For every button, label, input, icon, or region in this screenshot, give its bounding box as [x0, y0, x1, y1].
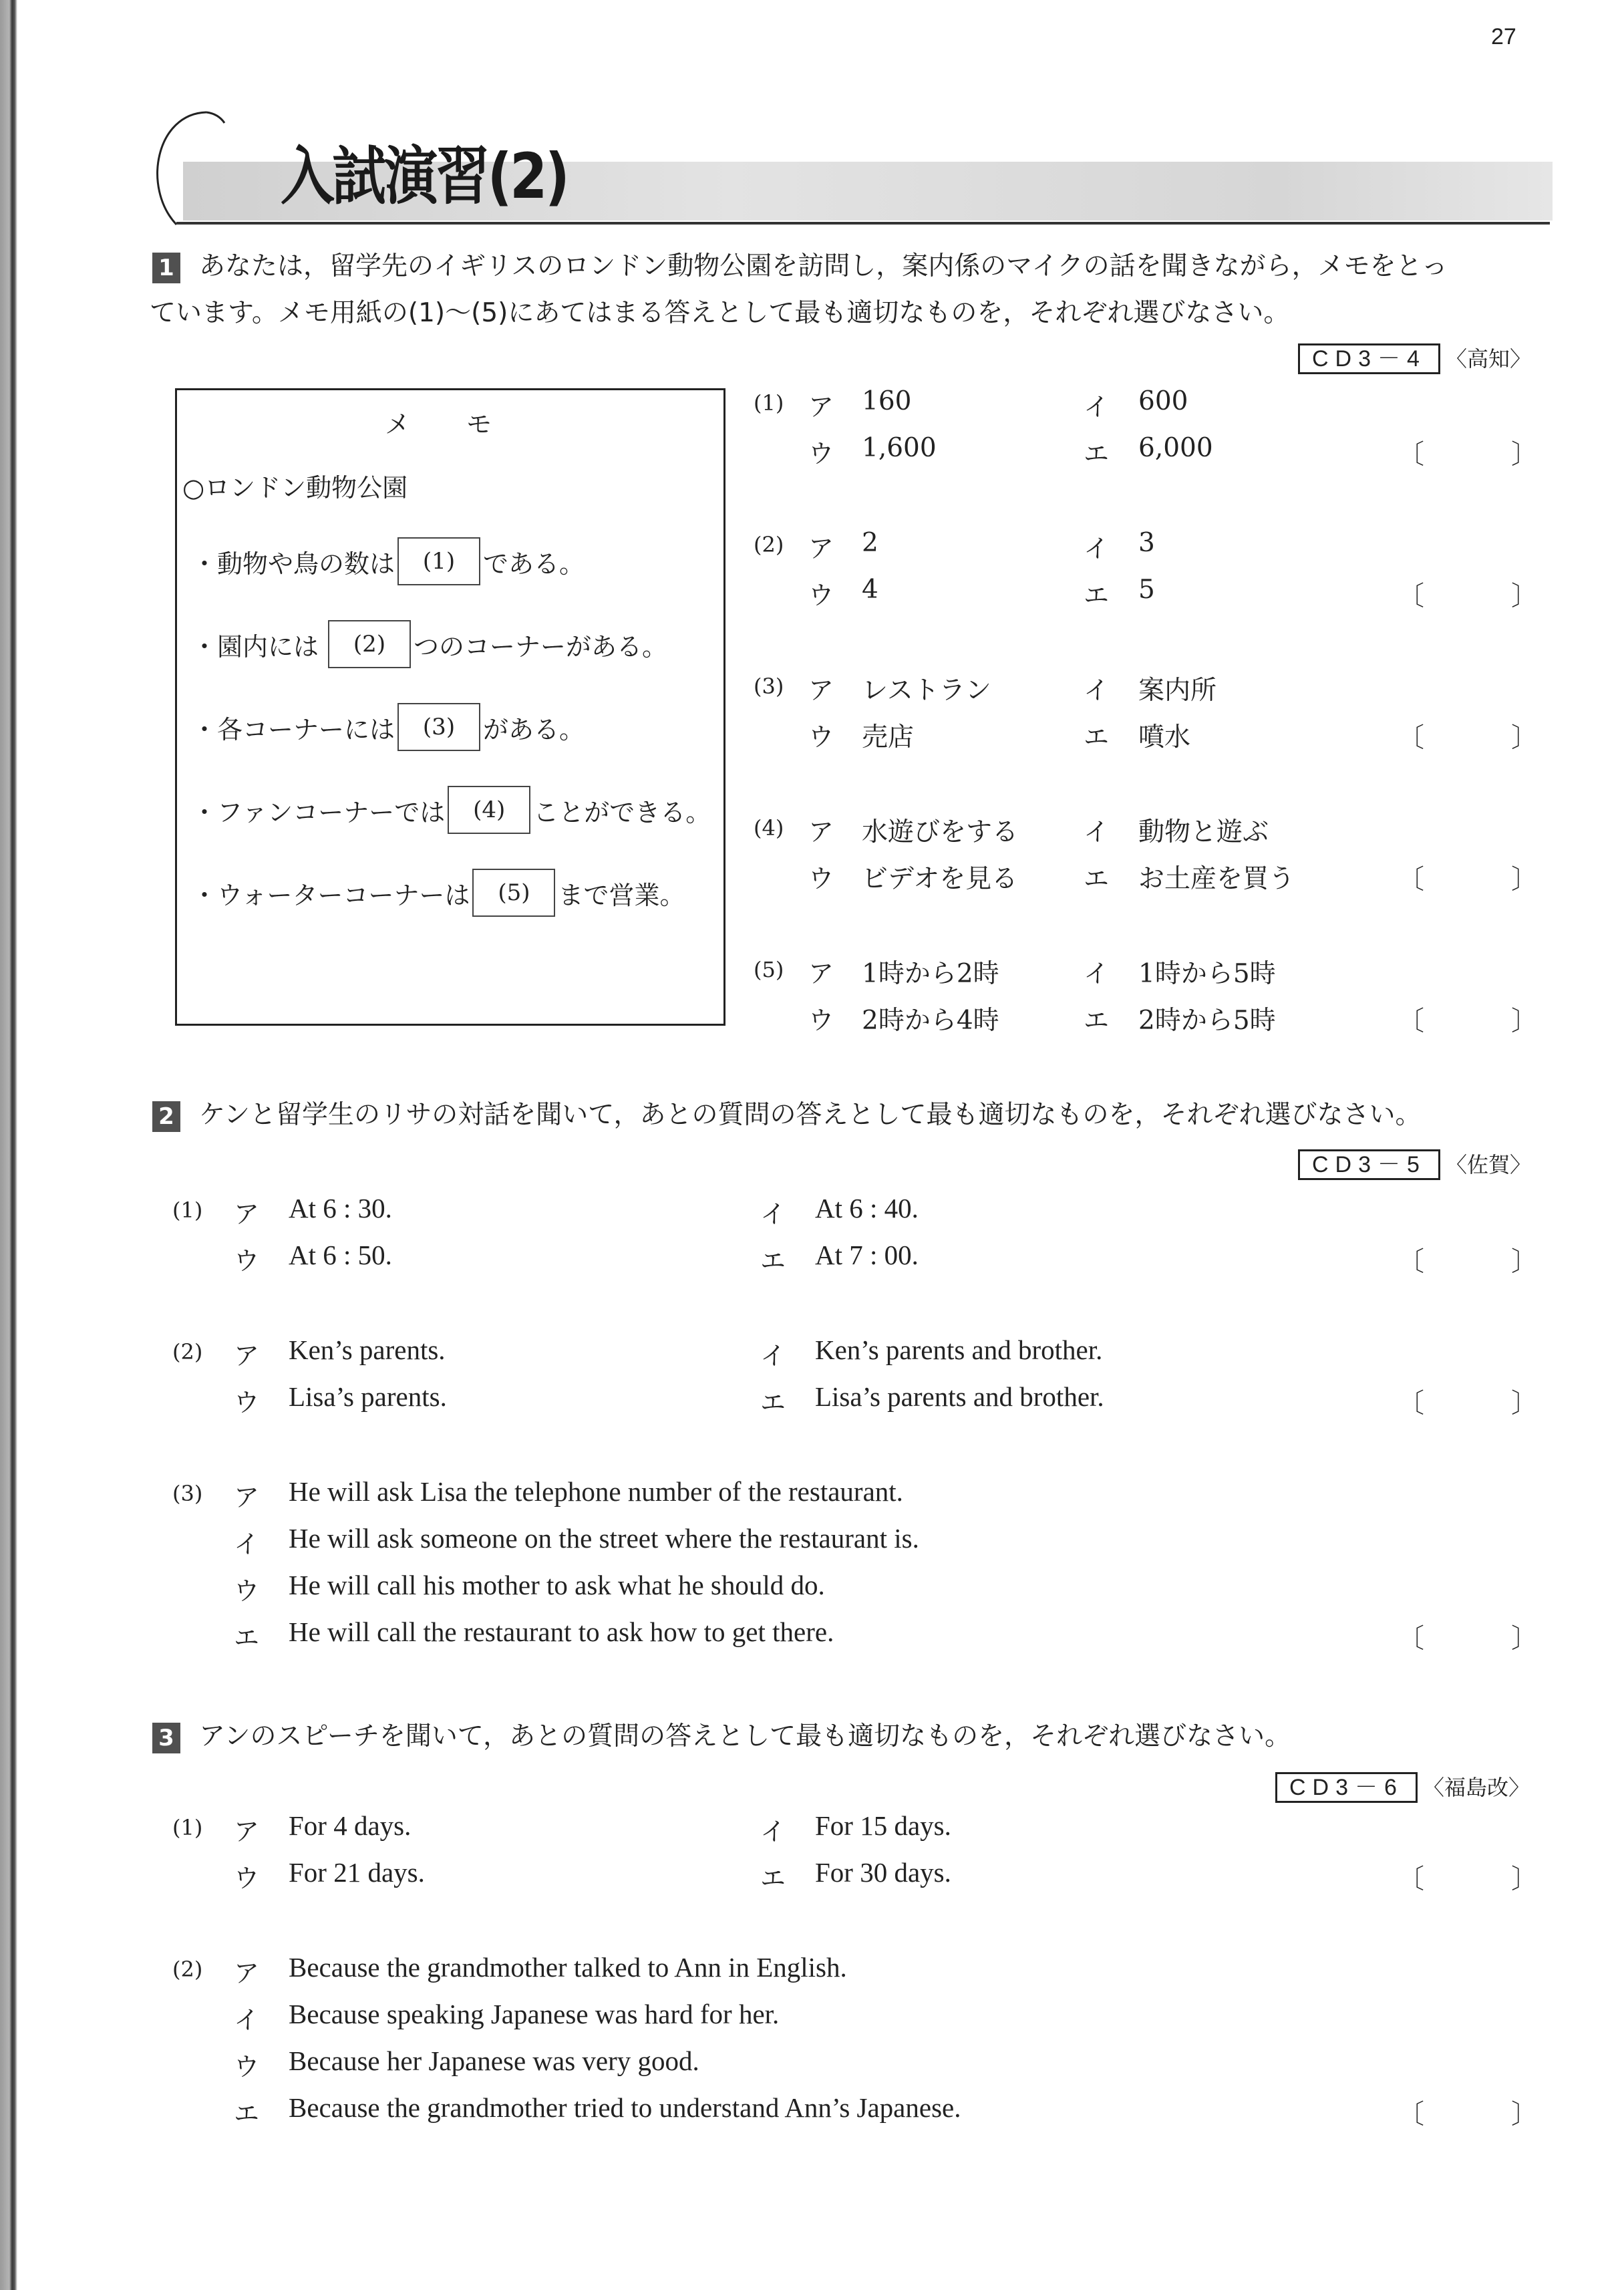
answer-blank: (4) [448, 786, 530, 834]
option-text[interactable]: He will call the restaurant to ask how to get there. [289, 1616, 834, 1647]
option-text[interactable]: For 4 days. [289, 1810, 412, 1841]
option-letter: エ [234, 2099, 260, 2128]
option-letter: ウ [808, 864, 834, 893]
option-text[interactable]: 案内所 [1138, 676, 1217, 706]
question-number: (2) [172, 1339, 203, 1365]
option-text[interactable]: At 7 : 00. [815, 1240, 919, 1270]
question-number: (1) [754, 390, 784, 416]
option-letter: イ [760, 1199, 786, 1229]
option-letter: ウ [234, 1864, 260, 1893]
bracket-open: 〔 [1398, 1388, 1424, 1419]
option-letter: ア [234, 1199, 260, 1229]
instruction-line: ケンと留学生のリサの対話を聞いて，あとの質問の答えとして最も適切なものを，それぞれ選びなさい。 [199, 1100, 1422, 1130]
memo-line [192, 786, 711, 834]
option-text[interactable]: お土産を買う [1138, 864, 1295, 894]
option-letter: エ [1084, 864, 1110, 893]
source-label: 〈福島改〉 [1422, 1775, 1530, 1800]
answer-bracket[interactable] [1398, 1382, 1538, 1420]
bracket-close: 〕 [1511, 1246, 1538, 1277]
bracket-close: 〕 [1511, 1623, 1538, 1654]
memo-line [192, 620, 667, 668]
option-letter: ア [234, 1817, 260, 1846]
option-letter: イ [1084, 534, 1110, 563]
option-letter: ウ [234, 1576, 260, 1606]
cd-track-box: CD3－6 [1275, 1772, 1418, 1803]
answer-bracket[interactable] [1398, 1617, 1538, 1655]
option-letter: イ [1084, 959, 1110, 988]
option-letter: ウ [808, 581, 834, 610]
option-letter: ア [808, 534, 834, 563]
option-text[interactable]: ビデオを見る [862, 864, 1018, 894]
bracket-close: 〕 [1511, 439, 1538, 470]
option-letter: エ [1084, 1006, 1110, 1035]
option-letter: エ [760, 1246, 786, 1276]
option-text[interactable]: He will ask Lisa the telephone number of the restaurant. [289, 1476, 903, 1507]
option-letter: ウ [808, 722, 834, 752]
memo-line [192, 703, 585, 751]
question-number: (5) [754, 957, 784, 982]
option-text[interactable]: レストラン [862, 676, 991, 706]
option-text[interactable]: At 6 : 50. [289, 1240, 392, 1270]
answer-bracket[interactable] [1398, 1240, 1538, 1278]
memo-heading: ○ロンドン動物公園 [182, 473, 408, 503]
option-letter: ア [808, 392, 834, 422]
option-letter: ア [234, 1959, 260, 1988]
answer-bracket[interactable] [1398, 1000, 1538, 1038]
option-letter: イ [760, 1817, 786, 1846]
memo-text: である。 [483, 549, 585, 579]
memo-text: ・動物や鳥の数は [192, 549, 395, 579]
instruction-line: あなたは，留学先のイギリスのロンドン動物公園を訪問し，案内係のマイクの話を聞きながら，メモをとっ [199, 251, 1448, 281]
bracket-close: 〕 [1511, 2099, 1538, 2130]
bracket-open: 〔 [1398, 2099, 1424, 2130]
source-label: 〈高知〉 [1445, 346, 1531, 372]
memo-text: ・園内には [192, 631, 319, 662]
option-letter: ア [234, 1341, 260, 1371]
memo-text: ことができる。 [533, 797, 711, 827]
cd-track-box: CD3－4 [1298, 343, 1440, 374]
option-letter: エ [760, 1864, 786, 1893]
option-letter: ア [808, 817, 834, 847]
bracket-close: 〕 [1511, 864, 1538, 895]
instruction-line: アンのスピーチを聞いて，あとの質問の答えとして最も適切なものを，それぞれ選びなさい。 [199, 1721, 1291, 1751]
option-text[interactable]: 噴水 [1138, 722, 1191, 752]
question-number: (1) [172, 1815, 203, 1840]
option-text[interactable]: Because the grandmother talked to Ann in English. [289, 1952, 847, 1983]
page-title-banner [143, 107, 1550, 227]
bracket-close: 〕 [1511, 581, 1538, 611]
option-letter: イ [234, 2005, 260, 2035]
option-letter: ア [234, 1483, 260, 1512]
option-text[interactable]: At 6 : 40. [815, 1193, 919, 1224]
bracket-open: 〔 [1398, 1623, 1424, 1654]
question-number: (4) [754, 815, 784, 841]
option-text[interactable]: 3 [1138, 528, 1155, 558]
option-letter: ウ [234, 1388, 260, 1417]
option-text[interactable]: 水遊びをする [862, 817, 1019, 847]
memo-box [175, 388, 725, 1026]
page-title: 入試演習(2) [281, 140, 568, 213]
bracket-close: 〕 [1511, 1864, 1538, 1894]
book-binding-edge [0, 0, 17, 2290]
option-text[interactable]: 1,600 [862, 433, 937, 463]
memo-text: ・各コーナーには [192, 714, 395, 744]
option-text[interactable]: 6,000 [1138, 433, 1213, 463]
option-letter: イ [1084, 817, 1110, 847]
answer-blank: (1) [397, 537, 480, 585]
option-letter: ア [808, 959, 834, 988]
bracket-open: 〔 [1398, 1246, 1424, 1277]
option-letter: エ [760, 1388, 786, 1417]
bracket-close: 〕 [1511, 722, 1538, 753]
option-text[interactable]: He will call his mother to ask what he should do. [289, 1570, 825, 1600]
instruction-line: ています。メモ用紙の(1)〜(5)にあてはまる答えとして最も適切なものを，それぞれ選びなさい。 [150, 298, 1290, 328]
memo-text: ・ウォーターコーナーは [192, 880, 470, 910]
option-letter: ウ [234, 1246, 260, 1276]
option-text[interactable]: At 6 : 30. [289, 1193, 392, 1224]
cd-track-label [1298, 1148, 1531, 1180]
bracket-open: 〔 [1398, 581, 1424, 611]
option-letter: ウ [808, 439, 834, 468]
section-number-badge: 2 [152, 1101, 180, 1132]
memo-title: メ モ [384, 410, 516, 439]
memo-text: ・ファンコーナーでは [192, 797, 446, 827]
option-text[interactable]: 2時から5時 [1138, 1006, 1276, 1036]
option-text[interactable]: Because the grandmother tried to understand Ann’s Japanese. [289, 2092, 961, 2123]
option-text[interactable]: 売店 [862, 722, 915, 752]
memo-line [192, 869, 685, 917]
answer-bracket[interactable] [1398, 1858, 1538, 1896]
answer-bracket[interactable] [1398, 575, 1538, 613]
option-text[interactable]: 4 [862, 575, 878, 605]
source-label: 〈佐賀〉 [1445, 1152, 1531, 1177]
section-1-instruction [152, 243, 1448, 337]
section-number-badge: 1 [152, 253, 180, 283]
memo-text: まで営業。 [558, 880, 685, 910]
section-number-badge: 3 [152, 1723, 180, 1753]
cd-track-box: CD3－5 [1298, 1149, 1440, 1180]
option-letter: エ [1084, 439, 1110, 468]
question-number: (2) [754, 532, 784, 557]
option-text[interactable]: For 15 days. [815, 1810, 951, 1841]
answer-blank: (5) [472, 869, 555, 917]
option-text[interactable]: He will ask someone on the street where the restaurant is. [289, 1523, 919, 1554]
question-number: (2) [172, 1957, 203, 1982]
option-text[interactable]: 2時から4時 [862, 1006, 999, 1036]
bracket-open: 〔 [1398, 864, 1424, 895]
option-letter: イ [234, 1530, 260, 1559]
option-text[interactable]: 2 [862, 528, 878, 558]
title-rule [176, 222, 1550, 225]
option-letter: イ [1084, 392, 1110, 422]
page-number: 27 [1491, 24, 1516, 49]
answer-blank: (2) [328, 620, 411, 668]
question-number: (3) [172, 1481, 203, 1506]
question-number: (1) [172, 1197, 203, 1223]
option-text[interactable]: 1時から2時 [862, 959, 999, 989]
option-text[interactable]: 600 [1138, 386, 1188, 416]
option-letter: ウ [808, 1006, 834, 1035]
answer-bracket[interactable] [1398, 2093, 1538, 2131]
option-text[interactable]: 160 [862, 386, 912, 416]
cd-track-label [1298, 342, 1531, 374]
answer-bracket[interactable] [1398, 858, 1538, 896]
bracket-open: 〔 [1398, 439, 1424, 470]
bracket-open: 〔 [1398, 1864, 1424, 1894]
option-letter: イ [1084, 676, 1110, 705]
option-text[interactable]: Lisa’s parents and brother. [815, 1381, 1104, 1412]
option-letter: エ [1084, 581, 1110, 610]
option-text[interactable]: 動物と遊ぶ [1138, 817, 1269, 847]
memo-text: つのコーナーがある。 [414, 631, 668, 662]
option-letter: エ [234, 1623, 260, 1653]
bracket-close: 〕 [1511, 1388, 1538, 1419]
option-text[interactable]: For 21 days. [289, 1857, 425, 1888]
question-number: (3) [754, 674, 784, 699]
option-text[interactable]: 1時から5時 [1138, 959, 1276, 989]
option-text[interactable]: For 30 days. [815, 1857, 951, 1888]
memo-line [192, 537, 585, 585]
option-text[interactable]: 5 [1138, 575, 1155, 605]
option-letter: ア [808, 676, 834, 705]
option-letter: イ [760, 1341, 786, 1371]
option-text[interactable]: Because speaking Japanese was hard for her. [289, 1999, 780, 2029]
option-text[interactable]: Lisa’s parents. [289, 1381, 447, 1412]
answer-blank: (3) [397, 703, 480, 751]
cd-track-label [1275, 1771, 1530, 1803]
option-letter: ウ [234, 2052, 260, 2082]
section-3-instruction [152, 1713, 1291, 1760]
bracket-close: 〕 [1511, 1006, 1538, 1036]
bracket-open: 〔 [1398, 1006, 1424, 1036]
memo-text: がある。 [483, 714, 585, 744]
answer-bracket[interactable] [1398, 433, 1538, 471]
bracket-open: 〔 [1398, 722, 1424, 753]
answer-bracket[interactable] [1398, 716, 1538, 754]
option-letter: エ [1084, 722, 1110, 752]
option-text[interactable]: Ken’s parents. [289, 1334, 446, 1365]
section-2-instruction [152, 1092, 1422, 1139]
option-text[interactable]: Ken’s parents and brother. [815, 1334, 1103, 1365]
option-text[interactable]: Because her Japanese was very good. [289, 2045, 699, 2076]
